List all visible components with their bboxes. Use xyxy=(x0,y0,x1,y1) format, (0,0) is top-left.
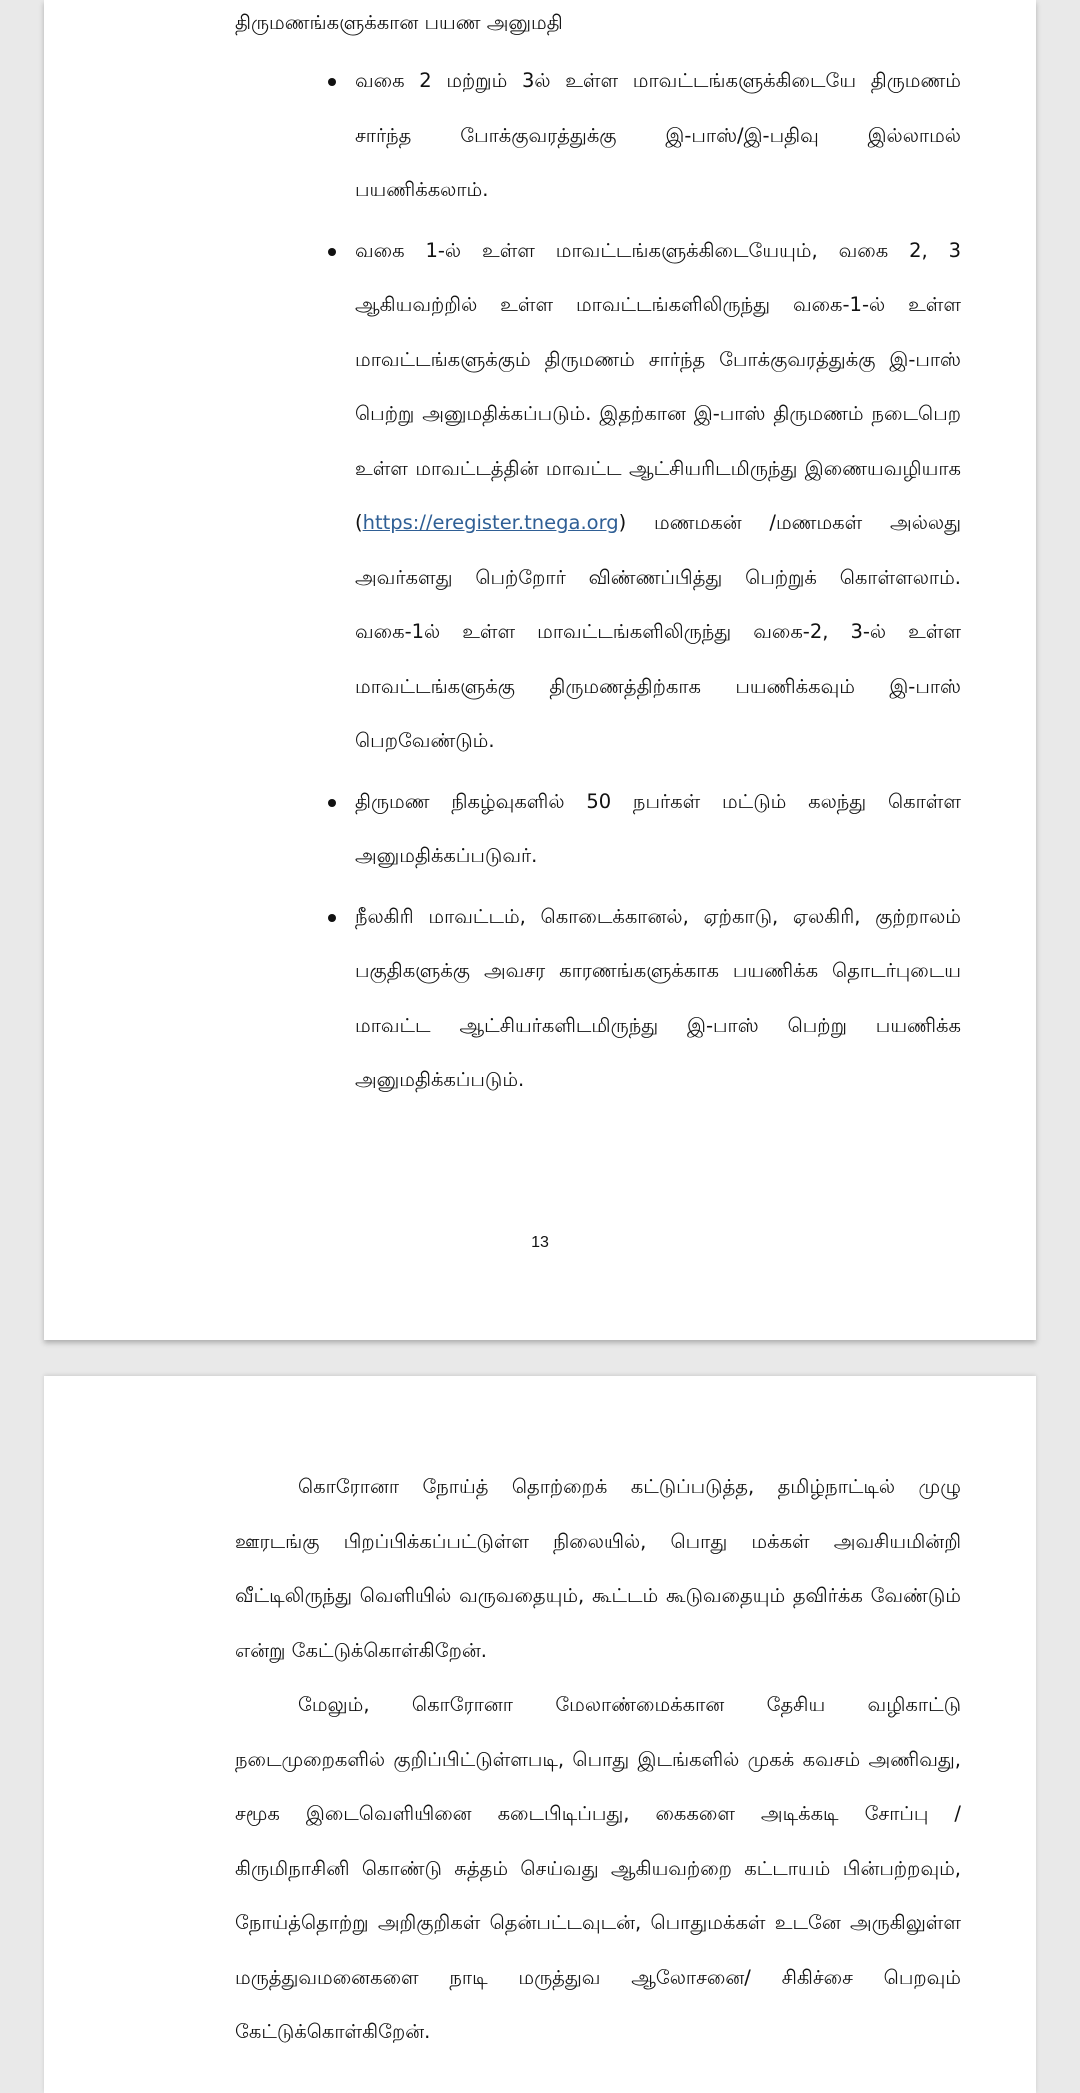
bullet-list xyxy=(355,54,961,1114)
bullet-item: வகை 2 மற்றும் 3ல் உள்ள மாவட்டங்களுக்கிடையே திருமணம் சார்ந்த போக்குவரத்துக்கு இ-பாஸ்/இ-பதிவு இல்லாமல் பயணிக்கலாம். xyxy=(355,54,961,218)
eregister-link[interactable]: https://eregister.tnega.org xyxy=(362,511,619,534)
section-subheading: திருமணங்களுக்கான பயண அனுமதி xyxy=(235,11,563,34)
document-page-13 xyxy=(44,0,1036,1340)
paragraph: மேலும், கொரோனா மேலாண்மைக்கான தேசிய வழிகாட்டு நடைமுறைகளில் குறிப்பிட்டுள்ளபடி, பொது இடங்களில் முகக் கவசம் அணிவது, சமூக இடைவெளியினை கடைபிடிப்பது, கைகளை அடிக்கடி சோப்பு / கிருமிநாசினி கொண்டு சுத்தம் செய்வது ஆகியவற்றை கட்டாயம் பின்பற்றவும், நோய்த்தொற்று அறிகுறிகள் தென்பட்டவுடன், பொதுமக்கள் உடனே அருகிலுள்ள மருத்துவமனைகளை நாடி மருத்துவ ஆலோசனை/ சிகிச்சை பெறவும் கேட்டுக்கொள்கிறேன். xyxy=(235,1693,961,2043)
paragraph: கொரோனா நோய்த் தொற்றைக் கட்டுப்படுத்த, தமிழ்நாட்டில் முழு ஊரடங்கு பிறப்பிக்கப்பட்டுள்ள நிலையில், பொது மக்கள் அவசியமின்றி வீட்டிலிருந்து வெளியில் வருவதையும், கூட்டம் கூடுவதையும் தவிர்க்க வேண்டும் என்று கேட்டுக்கொள்கிறேன். xyxy=(235,1475,961,1662)
bullet-text: வகை 1-ல் உள்ள மாவட்டங்களுக்கிடையேயும், வகை 2, 3 ஆகியவற்றில் உள்ள மாவட்டங்களிலிருந்து வகை-1-ல் உள்ள மாவட்டங்களுக்கும் திருமணம் சார்ந்த போக்குவரத்துக்கு இ-பாஸ் பெற்று அனுமதிக்கப்படும். இதற்கான இ-பாஸ் திருமணம் நடைபெற உள்ள மாவட்டத்தின் மாவட்ட ஆட்சியரிடமிருந்து இணையவழியாக ( xyxy=(355,238,961,534)
bullet-text: ) மணமகன் /மணமகள் அல்லது அவர்களது பெற்றோர் விண்ணப்பித்து பெற்றுக் கொள்ளலாம். வகை-1ல் உள்ள மாவட்டங்களிலிருந்து வகை-2, 3-ல் உள்ள மாவட்டங்களுக்கு திருமணத்திற்காக பயணிக்கவும் இ-பாஸ் பெறவேண்டும். xyxy=(355,511,961,752)
page-number: 13 xyxy=(531,1234,549,1251)
document-page-14 xyxy=(44,1376,1036,2093)
bullet-item: திருமண நிகழ்வுகளில் 50 நபர்கள் மட்டும் கலந்து கொள்ள அனுமதிக்கப்படுவர். xyxy=(355,775,961,884)
bullet-item: நீலகிரி மாவட்டம், கொடைக்கானல், ஏற்காடு, ஏலகிரி, குற்றாலம் பகுதிகளுக்கு அவசர காரணங்களுக்காக பயணிக்க தொடர்புடைய மாவட்ட ஆட்சியர்களிடமிருந்து இ-பாஸ் பெற்று பயணிக்க அனுமதிக்கப்படும். xyxy=(355,890,961,1108)
bullet-item xyxy=(355,224,961,769)
